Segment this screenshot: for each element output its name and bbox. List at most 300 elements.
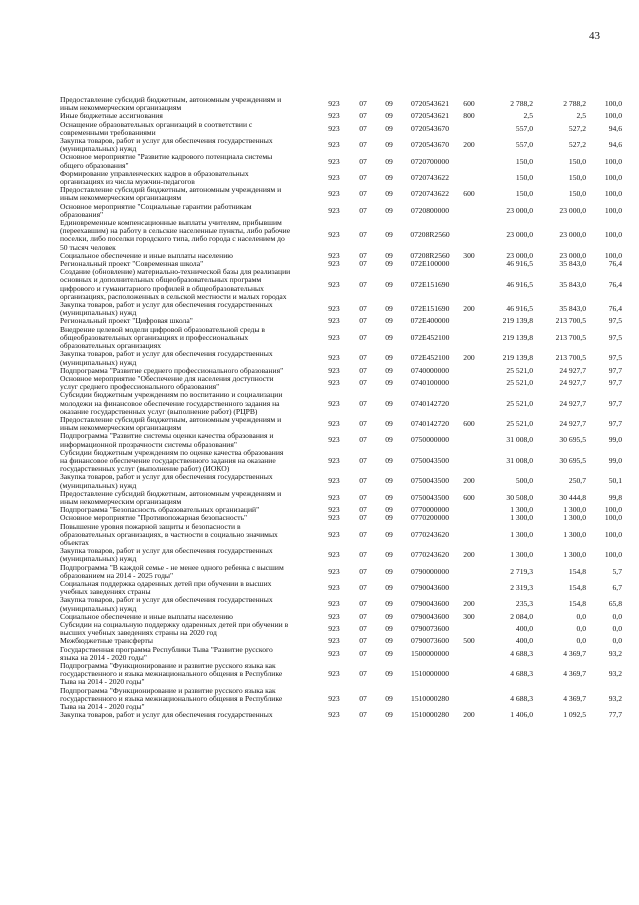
cell-pr: 09 [385, 599, 393, 609]
cell-vr [458, 514, 480, 522]
cell-csr: 0720543621 [411, 99, 449, 109]
expense-name-line: Предоставление субсидий бюджетным, автономным учреждениям и [60, 185, 282, 195]
cell-expense-name [60, 596, 318, 612]
cell-vr [458, 621, 480, 637]
cell-pr: 09 [385, 455, 393, 465]
cell-execution-percent: 100,0 [604, 205, 622, 215]
cell-csr: 0720800000 [411, 205, 449, 215]
cell-expense-name [60, 523, 318, 548]
expense-name-line: (муниципальных) нужд [60, 480, 137, 490]
cell-vr: 200 [463, 353, 475, 363]
cell-execution-percent: 77,7 [608, 710, 622, 720]
cell-csr: 0790073600 [411, 636, 449, 646]
cell-approved-amount: 4 688,3 [510, 669, 533, 679]
expense-name-line: Субсидии на социальную поддержку одаренных детей при обучении в [60, 620, 289, 629]
expense-name-line: Предоставление субсидий бюджетным, автономным учреждениям и [60, 488, 282, 498]
cell-rz: 07 [359, 250, 367, 260]
expense-name-line: (муниципальных) нужд [60, 308, 137, 318]
expense-name-line: Основное мероприятие "Обеспечение для населения доступности [60, 373, 274, 383]
cell-expense-name [60, 350, 318, 366]
cell-execution-percent: 97,5 [608, 316, 622, 326]
cell-csr: 07208R2560 [410, 250, 450, 260]
cell-approved-amount: 1 300,0 [510, 550, 533, 560]
expense-name-line: Социальное обеспечение и иные выплаты населению [60, 611, 233, 621]
table-body [60, 96, 622, 719]
cell-execution-percent: 100,0 [604, 505, 622, 515]
cell-rz: 07 [359, 332, 367, 342]
cell-executed-amount: 0,0 [576, 624, 586, 634]
cell-expense-name [60, 301, 318, 317]
cell-csr: 0770243620 [411, 529, 449, 539]
cell-execution-percent: 5,7 [612, 566, 622, 576]
cell-rz: 07 [359, 259, 367, 269]
expense-name-line: Государственная программа Республики Тыва "Развитие русского [60, 644, 273, 654]
cell-rz: 07 [359, 550, 367, 560]
table-row [60, 596, 622, 612]
cell-approved-amount: 4 688,3 [510, 648, 533, 658]
cell-gr: 923 [328, 669, 340, 679]
expense-name-line: государственных услуг (выполнение работ) (ИОКО) [60, 464, 230, 474]
cell-gr: 923 [328, 353, 340, 363]
cell-gr: 923 [328, 492, 340, 502]
expense-name-line: современными требованиями [60, 127, 156, 137]
cell-rz: 07 [359, 353, 367, 363]
cell-vr [458, 391, 480, 416]
cell-approved-amount: 2 319,3 [510, 583, 533, 593]
expense-name-line: Создание (обновление) материально-технической базы для реализации [60, 267, 291, 277]
cell-rz: 07 [359, 230, 367, 240]
cell-execution-percent: 94,6 [608, 123, 622, 133]
cell-executed-amount: 154,8 [568, 583, 586, 593]
cell-approved-amount: 557,0 [515, 140, 533, 150]
table-row [60, 203, 622, 219]
cell-approved-amount: 1 406,0 [510, 710, 533, 720]
cell-pr: 09 [385, 279, 393, 289]
cell-csr: 072E400000 [410, 316, 450, 326]
expense-name-line: Основное мероприятие "Социальные гарантии работникам [60, 201, 252, 211]
cell-approved-amount: 25 521,0 [506, 378, 533, 387]
cell-approved-amount: 557,0 [515, 123, 533, 133]
expense-name-line: Закупка товаров, работ и услуг для обеспечения государственных [60, 710, 273, 720]
cell-pr: 09 [385, 332, 393, 342]
cell-pr: 09 [385, 435, 393, 445]
cell-expense-name [60, 621, 318, 637]
cell-approved-amount: 31 008,0 [506, 435, 533, 445]
expense-name-line: организациях из числа мужчин-педагогов [60, 177, 195, 187]
cell-pr: 09 [385, 304, 393, 314]
table-row [60, 326, 622, 351]
cell-gr: 923 [328, 332, 340, 342]
cell-execution-percent: 100,0 [604, 111, 622, 121]
cell-approved-amount: 500,0 [515, 476, 533, 486]
cell-pr: 09 [385, 111, 393, 121]
table-row [60, 711, 622, 719]
cell-executed-amount: 250,7 [568, 476, 586, 486]
table-row [60, 432, 622, 448]
cell-expense-name [60, 170, 318, 186]
table-row [60, 375, 622, 391]
expense-name-line: Основное мероприятие "Противопожарная безопасность" [60, 513, 248, 523]
cell-execution-percent: 76,4 [608, 304, 622, 314]
cell-rz: 07 [359, 435, 367, 445]
cell-expense-name [60, 662, 318, 687]
cell-executed-amount: 24 927,7 [559, 365, 586, 375]
cell-rz: 07 [359, 172, 367, 182]
cell-csr: 0740142720 [411, 398, 449, 408]
expense-name-line: общего образования" [60, 160, 129, 170]
cell-execution-percent: 65,8 [608, 599, 622, 609]
cell-rz: 07 [359, 476, 367, 486]
cell-execution-percent: 93,2 [608, 648, 622, 658]
expense-name-line: молодежи на финансовое обеспечение государственного задания на [60, 398, 280, 408]
cell-approved-amount: 400,0 [515, 636, 533, 646]
cell-approved-amount: 46 916,5 [506, 304, 533, 314]
expense-name-line: Предоставление субсидий бюджетным, автономным учреждениям и [60, 414, 282, 424]
cell-rz: 07 [359, 492, 367, 502]
cell-vr [458, 662, 480, 687]
cell-expense-name [60, 186, 318, 202]
cell-execution-percent: 100,0 [604, 172, 622, 182]
cell-csr: 0790043600 [411, 599, 449, 609]
cell-gr: 923 [328, 111, 340, 121]
expense-name-line: (муниципальных) нужд [60, 554, 137, 564]
cell-executed-amount: 30 444,8 [559, 492, 586, 502]
cell-rz: 07 [359, 648, 367, 658]
cell-csr: 0740100000 [411, 378, 449, 387]
cell-pr: 09 [385, 189, 393, 199]
cell-rz: 07 [359, 693, 367, 703]
cell-vr: 200 [463, 599, 475, 609]
cell-vr: 500 [463, 636, 475, 646]
cell-rz: 07 [359, 529, 367, 539]
cell-gr: 923 [328, 636, 340, 646]
cell-execution-percent: 0,0 [612, 624, 622, 634]
expense-name-line: иным некоммерческим организациям [60, 423, 182, 433]
cell-approved-amount: 1 300,0 [510, 513, 533, 523]
cell-pr: 09 [385, 156, 393, 166]
cell-gr: 923 [328, 316, 340, 326]
cell-executed-amount: 213 700,5 [555, 332, 586, 342]
cell-executed-amount: 1 300,0 [563, 505, 586, 515]
expense-name-line: Региональный проект "Цифровая школа" [60, 316, 193, 326]
expense-name-line: Повышение уровня пожарной защиты и безопасности в [60, 521, 241, 531]
cell-execution-percent: 93,2 [608, 693, 622, 703]
table-row [60, 219, 622, 252]
cell-vr [458, 203, 480, 219]
cell-execution-percent: 97,7 [608, 365, 622, 375]
expense-name-line: Основное мероприятие "Развитие кадрового потенциала системы [60, 152, 273, 162]
cell-gr: 923 [328, 419, 340, 429]
cell-rz: 07 [359, 189, 367, 199]
expense-name-line: общеобразовательных организациях и профессиональных [60, 332, 249, 342]
expense-name-line: учебных заведениях страны [60, 587, 151, 597]
cell-rz: 07 [359, 636, 367, 646]
cell-gr: 923 [328, 476, 340, 486]
cell-expense-name [60, 711, 318, 719]
cell-approved-amount: 25 521,0 [506, 365, 533, 375]
expense-name-line: оказание государственных услуг (выполнение работ) (РЦРВ) [60, 406, 258, 416]
cell-executed-amount: 150,0 [568, 156, 586, 166]
cell-pr: 09 [385, 476, 393, 486]
cell-rz: 07 [359, 365, 367, 375]
expense-name-line: Подпрограмма "Безопасность образовательных организаций" [60, 505, 260, 515]
cell-expense-name [60, 96, 318, 112]
cell-expense-name [60, 490, 318, 506]
cell-rz: 07 [359, 513, 367, 523]
table-row [60, 621, 622, 637]
cell-vr: 300 [463, 611, 475, 621]
expense-name-line: образования" [60, 209, 104, 219]
cell-execution-percent: 94,6 [608, 140, 622, 150]
cell-vr: 200 [463, 550, 475, 560]
cell-execution-percent: 100,0 [604, 513, 622, 523]
cell-csr: 0720743622 [411, 189, 449, 199]
cell-vr [458, 687, 480, 712]
cell-gr: 923 [328, 250, 340, 260]
cell-csr: 0750000000 [411, 435, 449, 445]
expense-name-line: основных и дополнительных общеобразовательных программ [60, 275, 262, 285]
cell-vr [458, 317, 480, 325]
cell-executed-amount: 213 700,5 [555, 353, 586, 363]
cell-gr: 923 [328, 156, 340, 166]
cell-pr: 09 [385, 250, 393, 260]
cell-vr [458, 219, 480, 252]
cell-rz: 07 [359, 669, 367, 679]
cell-pr: 09 [385, 419, 393, 429]
cell-rz: 07 [359, 505, 367, 515]
cell-execution-percent: 100,0 [604, 550, 622, 560]
cell-execution-percent: 97,5 [608, 353, 622, 363]
cell-vr: 200 [463, 476, 475, 486]
cell-expense-name [60, 687, 318, 712]
cell-executed-amount: 23 000,0 [559, 230, 586, 240]
cell-executed-amount: 527,2 [568, 140, 586, 150]
cell-pr: 09 [385, 710, 393, 720]
expense-name-line: Социальное обеспечение и иные выплаты населению [60, 250, 233, 260]
cell-execution-percent: 100,0 [604, 189, 622, 199]
expense-name-line: Социальная поддержка одаренных детей при обучении в высших [60, 578, 272, 588]
table-row [60, 137, 622, 153]
cell-execution-percent: 0,0 [612, 636, 622, 646]
cell-csr: 072E452100 [410, 332, 450, 342]
expense-name-line: Закупка товаров, работ и услуг для обеспечения государственных [60, 136, 273, 146]
cell-vr: 800 [463, 111, 475, 121]
cell-vr: 200 [463, 304, 475, 314]
cell-gr: 923 [328, 378, 340, 387]
expense-name-line: объектах [60, 537, 89, 547]
cell-gr: 923 [328, 435, 340, 445]
cell-executed-amount: 2 788,2 [563, 99, 586, 109]
cell-executed-amount: 30 695,5 [559, 455, 586, 465]
expense-name-line: государственного и языка межнационального общения в Республике [60, 693, 283, 703]
expense-name-line: 50 тысяч человек [60, 242, 116, 252]
expense-name-line: образовательных организациях, в частности в социально значимых [60, 529, 278, 539]
cell-csr: 0770000000 [411, 505, 449, 515]
cell-vr [458, 268, 480, 301]
cell-csr: 072E151690 [410, 279, 450, 289]
cell-pr: 09 [385, 123, 393, 133]
cell-executed-amount: 527,2 [568, 123, 586, 133]
cell-csr: 0720743622 [411, 172, 449, 182]
cell-approved-amount: 30 508,0 [506, 492, 533, 502]
cell-executed-amount: 150,0 [568, 189, 586, 199]
expense-name-line: Подпрограмма "Развитие среднего профессионального образования" [60, 365, 284, 375]
expense-name-line: Межбюджетные трансферты [60, 636, 153, 646]
cell-rz: 07 [359, 611, 367, 621]
cell-rz: 07 [359, 99, 367, 109]
cell-csr: 0720543621 [411, 111, 449, 121]
cell-rz: 07 [359, 140, 367, 150]
cell-executed-amount: 35 843,0 [559, 259, 586, 269]
expense-name-line: Внедрение целевой модели цифровой образовательной среды в [60, 324, 265, 334]
cell-pr: 09 [385, 492, 393, 502]
expense-name-line: Закупка товаров, работ и услуг для обеспечения государственных [60, 349, 273, 359]
cell-approved-amount: 235,3 [515, 599, 533, 609]
cell-csr: 0790073600 [411, 624, 449, 634]
cell-vr [458, 564, 480, 580]
cell-gr: 923 [328, 123, 340, 133]
cell-expense-name [60, 268, 318, 301]
cell-expense-name [60, 449, 318, 474]
cell-expense-name [60, 375, 318, 391]
cell-execution-percent: 50,1 [608, 476, 622, 486]
expense-name-line: поселки, либо поселки городского типа, либо города с населением до [60, 234, 285, 244]
expense-name-line: Подпрограмма "В каждой семье - не менее одного ребенка с высшим [60, 562, 284, 572]
cell-rz: 07 [359, 599, 367, 609]
cell-csr: 1510000280 [411, 693, 449, 703]
expense-name-line: Субсидии бюджетным учреждениям по воспитанию и социализации [60, 390, 283, 400]
cell-expense-name [60, 580, 318, 596]
cell-approved-amount: 219 139,8 [502, 353, 533, 363]
cell-rz: 07 [359, 279, 367, 289]
table-row [60, 391, 622, 416]
cell-pr: 09 [385, 529, 393, 539]
cell-csr: 0790000000 [411, 566, 449, 576]
cell-vr: 600 [463, 492, 475, 502]
table-row [60, 268, 622, 301]
table-row [60, 416, 622, 432]
cell-csr: 0720543670 [411, 140, 449, 150]
cell-vr: 300 [463, 250, 475, 260]
cell-rz: 07 [359, 455, 367, 465]
cell-execution-percent: 97,7 [608, 398, 622, 408]
cell-executed-amount: 24 927,7 [559, 419, 586, 429]
cell-gr: 923 [328, 140, 340, 150]
cell-gr: 923 [328, 648, 340, 658]
cell-gr: 923 [328, 455, 340, 465]
cell-rz: 07 [359, 583, 367, 593]
cell-pr: 09 [385, 230, 393, 240]
cell-pr: 09 [385, 624, 393, 634]
cell-csr: 1500000000 [411, 648, 449, 658]
cell-executed-amount: 30 695,5 [559, 435, 586, 445]
cell-expense-name [60, 547, 318, 563]
cell-csr: 0770200000 [411, 513, 449, 523]
cell-pr: 09 [385, 611, 393, 621]
cell-approved-amount: 2 719,3 [510, 566, 533, 576]
cell-csr: 0750043500 [411, 492, 449, 502]
cell-expense-name [60, 326, 318, 351]
expense-name-line: Субсидии бюджетным учреждениям по оценке качества образования [60, 447, 284, 457]
table-row [60, 350, 622, 366]
expense-name-line: Закупка товаров, работ и услуг для обеспечения государственных [60, 546, 273, 556]
cell-pr: 09 [385, 550, 393, 560]
cell-vr [458, 432, 480, 448]
cell-gr: 923 [328, 398, 340, 408]
cell-gr: 923 [328, 205, 340, 215]
cell-gr: 923 [328, 172, 340, 182]
cell-execution-percent: 93,2 [608, 669, 622, 679]
table-row [60, 186, 622, 202]
expense-name-line: организациях, расположенных в сельской местности и малых городах [60, 291, 287, 301]
cell-gr: 923 [328, 189, 340, 199]
cell-executed-amount: 23 000,0 [559, 250, 586, 260]
expense-name-line: образовательных организациях [60, 341, 162, 351]
cell-execution-percent: 100,0 [604, 529, 622, 539]
cell-executed-amount: 1 300,0 [563, 513, 586, 523]
cell-executed-amount: 2,5 [576, 111, 586, 121]
cell-pr: 09 [385, 669, 393, 679]
expense-name-line: Оснащение образовательных организаций в соответствии с [60, 119, 253, 129]
table-row [60, 121, 622, 137]
cell-gr: 923 [328, 279, 340, 289]
cell-expense-name [60, 416, 318, 432]
cell-approved-amount: 1 300,0 [510, 505, 533, 515]
cell-executed-amount: 4 369,7 [563, 648, 586, 658]
cell-gr: 923 [328, 505, 340, 515]
expense-name-line: государственного и языка межнационального общения в Республике [60, 669, 283, 679]
cell-gr: 923 [328, 624, 340, 634]
cell-approved-amount: 1 300,0 [510, 529, 533, 539]
expense-name-line: Закупка товаров, работ и услуг для обеспечения государственных [60, 595, 273, 605]
cell-csr: 1510000280 [411, 710, 449, 720]
table-row [60, 523, 622, 548]
table-row [60, 153, 622, 169]
cell-vr [458, 153, 480, 169]
expense-name-line: Подпрограмма "Развитие системы оценки качества образования и [60, 431, 274, 441]
cell-execution-percent: 100,0 [604, 156, 622, 166]
cell-rz: 07 [359, 419, 367, 429]
cell-csr: 0720543670 [411, 123, 449, 133]
table-row [60, 96, 622, 112]
cell-executed-amount: 23 000,0 [559, 205, 586, 215]
cell-execution-percent: 0,0 [612, 611, 622, 621]
cell-csr: 072E452100 [410, 353, 450, 363]
cell-pr: 09 [385, 583, 393, 593]
cell-expense-name [60, 473, 318, 489]
table-row [60, 473, 622, 489]
cell-expense-name [60, 646, 318, 662]
expense-name-line: Тыва на 2014 - 2020 годы" [60, 677, 145, 687]
budget-table [60, 96, 622, 719]
cell-expense-name [60, 203, 318, 219]
cell-gr: 923 [328, 550, 340, 560]
expense-name-line: Закупка товаров, работ и услуг для обеспечения государственных [60, 300, 273, 310]
cell-executed-amount: 1 300,0 [563, 529, 586, 539]
cell-vr: 600 [463, 99, 475, 109]
table-row [60, 564, 622, 580]
cell-rz: 07 [359, 624, 367, 634]
cell-pr: 09 [385, 353, 393, 363]
cell-approved-amount: 46 916,5 [506, 279, 533, 289]
expense-name-line: на финансовое обеспечение государственного задания на оказание [60, 455, 276, 465]
cell-vr [458, 375, 480, 391]
cell-pr: 09 [385, 259, 393, 269]
cell-approved-amount: 219 139,8 [502, 316, 533, 326]
expense-name-line: цифрового и гуманитарного профилей в общеобразовательных [60, 283, 264, 293]
cell-approved-amount: 31 008,0 [506, 455, 533, 465]
cell-gr: 923 [328, 529, 340, 539]
